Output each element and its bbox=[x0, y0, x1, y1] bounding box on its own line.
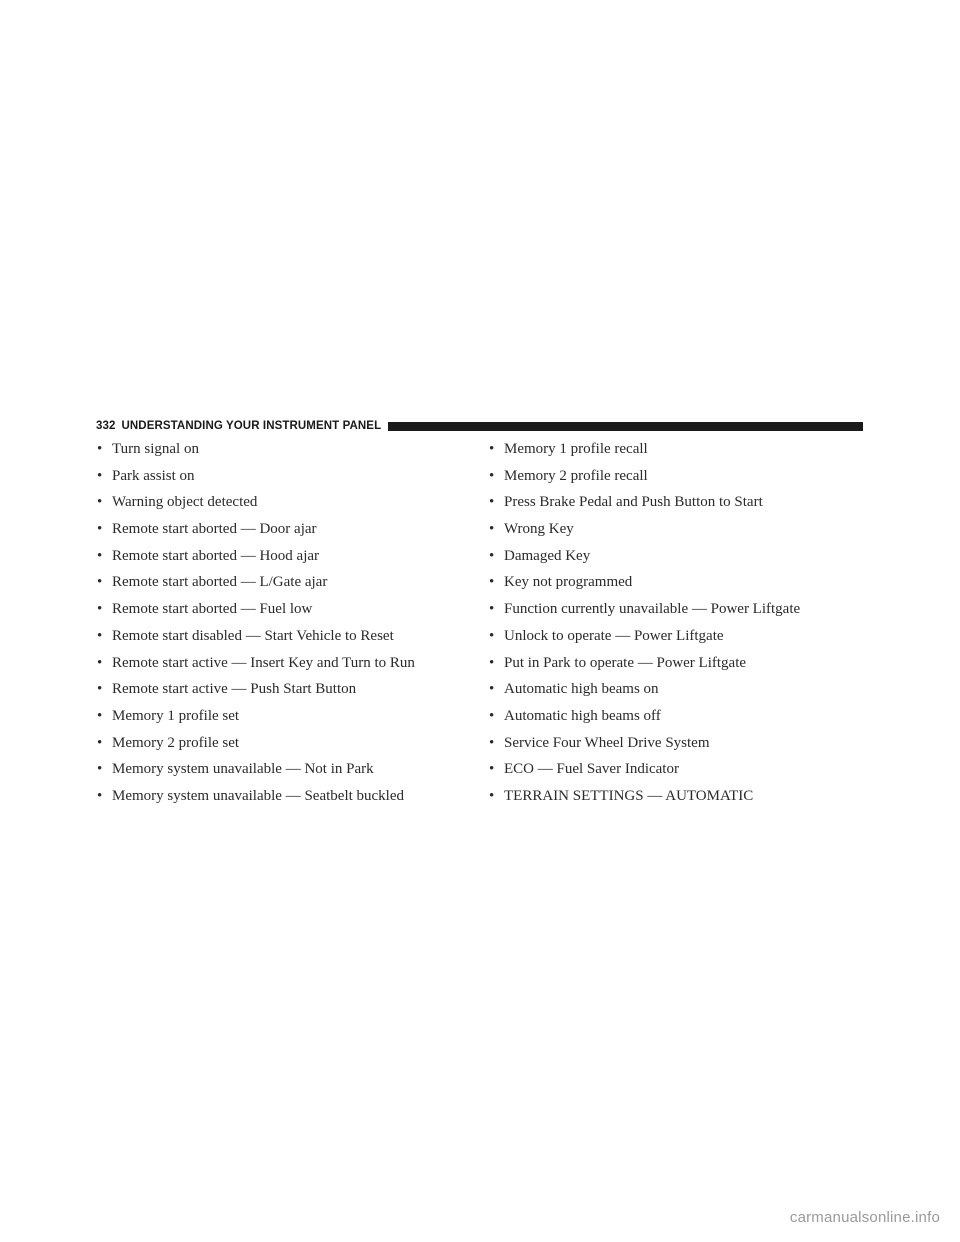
bullet-icon: • bbox=[97, 707, 103, 724]
list-item-text: Function currently unavailable — Power Liftgate bbox=[504, 601, 801, 618]
list-item bbox=[489, 655, 869, 682]
bullet-icon: • bbox=[489, 601, 495, 618]
list-item-text: Unlock to operate — Power Liftgate bbox=[504, 627, 724, 644]
bullet-icon: • bbox=[489, 681, 495, 698]
bullet-icon: • bbox=[489, 521, 495, 538]
list-item-text: ECO — Fuel Saver Indicator bbox=[504, 761, 679, 778]
right-bullet-list bbox=[489, 441, 869, 815]
list-item-text: Park assist on bbox=[112, 467, 195, 484]
bullet-icon: • bbox=[489, 574, 495, 591]
list-item-text: Turn signal on bbox=[112, 441, 199, 457]
list-item bbox=[97, 681, 467, 708]
list-item bbox=[97, 708, 467, 735]
list-item-text: Automatic high beams off bbox=[504, 707, 661, 724]
list-item-text: Damaged Key bbox=[504, 547, 591, 564]
list-item-text: Memory 1 profile set bbox=[112, 707, 240, 724]
list-item-text: Automatic high beams on bbox=[504, 681, 659, 698]
list-item-text: TERRAIN SETTINGS — AUTOMATIC bbox=[504, 787, 754, 804]
bullet-icon: • bbox=[97, 787, 103, 804]
list-item bbox=[489, 708, 869, 735]
list-item bbox=[489, 681, 869, 708]
list-item bbox=[97, 788, 467, 815]
header-rule bbox=[388, 422, 863, 431]
list-item bbox=[489, 788, 869, 815]
list-item bbox=[97, 628, 467, 655]
bullet-icon: • bbox=[489, 547, 495, 564]
list-item bbox=[97, 574, 467, 601]
bullet-icon: • bbox=[97, 627, 103, 644]
list-item bbox=[489, 441, 869, 468]
list-item-text: Remote start aborted — Door ajar bbox=[112, 521, 317, 538]
bullet-icon: • bbox=[97, 681, 103, 698]
list-item bbox=[97, 494, 467, 521]
running-header bbox=[96, 418, 863, 434]
section-title: UNDERSTANDING YOUR INSTRUMENT PANEL bbox=[121, 420, 382, 432]
list-item-text: Remote start aborted — L/Gate ajar bbox=[112, 574, 328, 591]
list-item bbox=[97, 441, 467, 468]
bullet-icon: • bbox=[489, 761, 495, 778]
list-item bbox=[489, 494, 869, 521]
list-item bbox=[97, 601, 467, 628]
list-item bbox=[97, 761, 467, 788]
list-item-text: Service Four Wheel Drive System bbox=[504, 734, 710, 751]
bullet-icon: • bbox=[97, 761, 103, 778]
list-item-text: Memory 2 profile set bbox=[112, 734, 240, 751]
bullet-icon: • bbox=[97, 441, 103, 457]
list-item-text: Wrong Key bbox=[504, 521, 574, 538]
list-item bbox=[489, 521, 869, 548]
list-item-text: Warning object detected bbox=[112, 494, 258, 511]
list-item bbox=[489, 548, 869, 575]
bullet-icon: • bbox=[489, 441, 495, 457]
list-item-text: Memory system unavailable — Seatbelt buckled bbox=[112, 787, 405, 804]
bullet-icon: • bbox=[489, 787, 495, 804]
list-item-text: Remote start aborted — Fuel low bbox=[112, 601, 313, 618]
list-item bbox=[489, 761, 869, 788]
watermark-text: carmanualsonline.info bbox=[789, 1209, 940, 1226]
list-item bbox=[97, 521, 467, 548]
list-item bbox=[489, 735, 869, 762]
list-item-text: Remote start active — Push Start Button bbox=[112, 681, 357, 698]
list-item bbox=[489, 601, 869, 628]
list-item-text: Memory system unavailable — Not in Park bbox=[112, 761, 374, 778]
bullet-icon: • bbox=[97, 734, 103, 751]
list-item bbox=[97, 468, 467, 495]
bullet-icon: • bbox=[97, 601, 103, 618]
bullet-icon: • bbox=[97, 547, 103, 564]
bullet-icon: • bbox=[489, 654, 495, 671]
bullet-icon: • bbox=[97, 467, 103, 484]
list-item bbox=[489, 574, 869, 601]
bullet-icon: • bbox=[489, 734, 495, 751]
bullet-icon: • bbox=[489, 494, 495, 511]
list-item-text: Memory 1 profile recall bbox=[504, 441, 648, 457]
list-item-text: Press Brake Pedal and Push Button to Start bbox=[504, 494, 763, 511]
left-bullet-list bbox=[97, 441, 467, 815]
bullet-icon: • bbox=[97, 654, 103, 671]
list-item-text: Put in Park to operate — Power Liftgate bbox=[504, 654, 747, 671]
list-item-text: Key not programmed bbox=[504, 574, 633, 591]
list-item bbox=[489, 468, 869, 495]
list-item bbox=[97, 548, 467, 575]
bullet-icon: • bbox=[97, 574, 103, 591]
list-item bbox=[97, 655, 467, 682]
list-item-text: Remote start disabled — Start Vehicle to Reset bbox=[112, 627, 394, 644]
list-item-text: Memory 2 profile recall bbox=[504, 467, 648, 484]
bullet-icon: • bbox=[489, 467, 495, 484]
list-item-text: Remote start aborted — Hood ajar bbox=[112, 547, 320, 564]
bullet-icon: • bbox=[97, 521, 103, 538]
bullet-icon: • bbox=[489, 627, 495, 644]
page-number: 332 bbox=[96, 420, 116, 432]
bullet-icon: • bbox=[489, 707, 495, 724]
list-item bbox=[97, 735, 467, 762]
list-item bbox=[489, 628, 869, 655]
list-item-text: Remote start active — Insert Key and Turn to Run bbox=[112, 654, 415, 671]
bullet-icon: • bbox=[97, 494, 103, 511]
